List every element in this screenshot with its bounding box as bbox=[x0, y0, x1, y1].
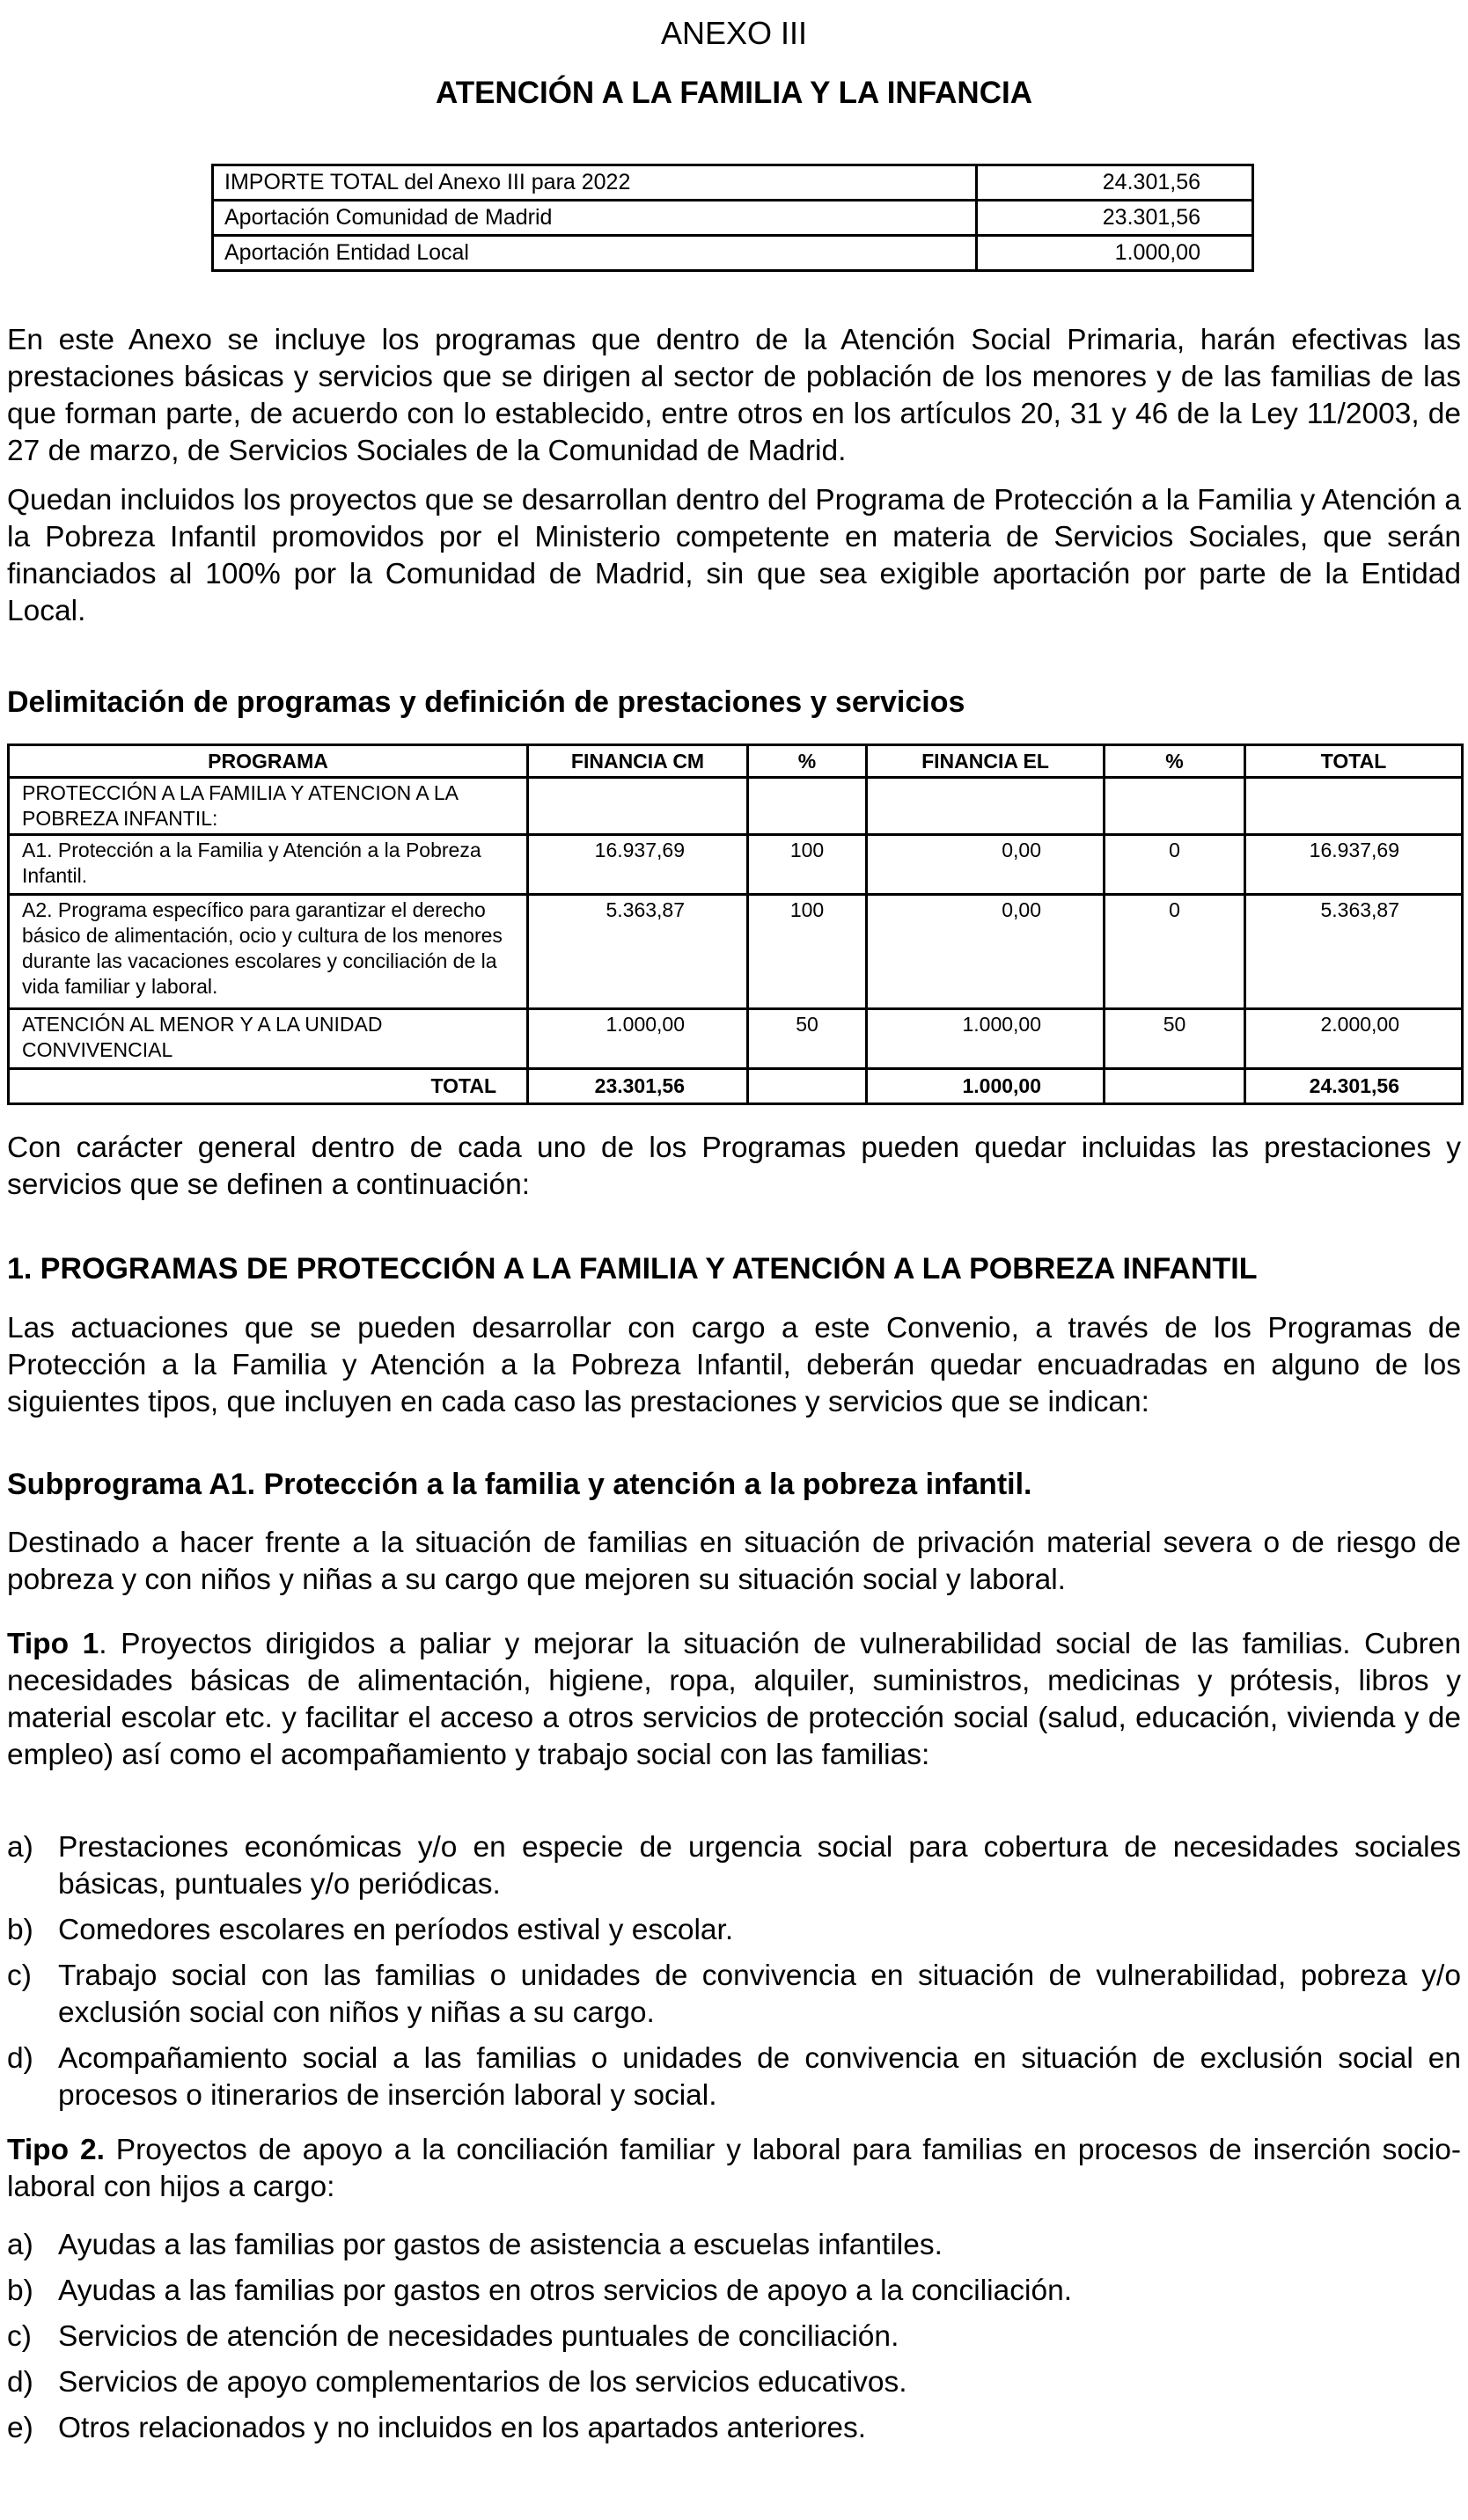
tipo2-text: Proyectos de apoyo a la conciliación familiar y laboral para familias en procesos de inserción socio-laboral con hijos a cargo: bbox=[7, 2134, 1461, 2203]
total-cell: 16.937,69 bbox=[1245, 835, 1463, 895]
programa-cell: A2. Programa específico para garantizar el derecho básico de alimentación, ocio y cultura de los menores durante las vacaciones escolares y conciliación de la vida familiar y laboral. bbox=[9, 895, 528, 1009]
list-marker: d) bbox=[7, 2366, 33, 2399]
total-financia-el-cell: 1.000,00 bbox=[867, 1069, 1105, 1104]
list-item-text: Servicios de atención de necesidades puntuales de conciliación. bbox=[58, 2320, 899, 2353]
subprograma-a1-paragraph: Destinado a hacer frente a la situación de familias en situación de privación material severa o de riesgo de pobreza y con niños y niñas a su cargo que mejoren su situación social y laboral. bbox=[7, 1527, 1461, 1596]
total-pct-el-cell bbox=[1105, 1069, 1245, 1104]
summary-row bbox=[213, 165, 1253, 201]
list-item bbox=[7, 1829, 1461, 1903]
pct-el-cell: 0 bbox=[1105, 895, 1245, 1009]
section1-paragraph: Las actuaciones que se pueden desarrollar con cargo a este Convenio, a través de los Programas de Protección a la Familia y Atención a la Pobreza Infantil, deberán quedar encuadradas en alguno de los siguientes tipos, que incluyen en cada caso las prestaciones y servicios que se indican: bbox=[7, 1312, 1461, 1418]
list-item-text: Acompañamiento social a las familias o unidades de convivencia en situación de exclusión social en procesos o itinerarios de inserción laboral y social. bbox=[58, 2042, 1461, 2112]
delimitacion-heading: Delimitación de programas y definición de prestaciones y servicios bbox=[7, 685, 965, 719]
list-item bbox=[7, 2319, 1461, 2355]
pct-cm-cell: 100 bbox=[748, 835, 867, 895]
table-row bbox=[9, 835, 1463, 895]
general-paragraph: Con carácter general dentro de cada uno de los Programas pueden quedar incluidas las prestaciones y servicios que se definen a continuación: bbox=[7, 1132, 1461, 1201]
summary-row bbox=[213, 236, 1253, 271]
list-item-text: Ayudas a las familias por gastos de asistencia a escuelas infantiles. bbox=[58, 2229, 943, 2261]
program-table-header bbox=[9, 745, 1463, 778]
summary-value: 1.000,00 bbox=[977, 236, 1253, 271]
list-item bbox=[7, 2410, 1461, 2447]
anexo-label: ANEXO III bbox=[660, 15, 808, 51]
financia-el-cell: 0,00 bbox=[867, 835, 1105, 895]
financia-el-cell: 0,00 bbox=[867, 895, 1105, 1009]
financia-cm-cell bbox=[528, 778, 748, 835]
header-financia-el: FINANCIA EL bbox=[867, 745, 1105, 778]
list-item bbox=[7, 1912, 1461, 1949]
list-item-text: Otros relacionados y no incluidos en los apartados anteriores. bbox=[58, 2412, 867, 2444]
tipo1-paragraph bbox=[7, 1626, 1461, 1774]
list-item-text: Comedores escolares en períodos estival y escolar. bbox=[58, 1914, 734, 1946]
total-cell: 2.000,00 bbox=[1245, 1009, 1463, 1069]
summary-table bbox=[211, 164, 1254, 272]
summary-row bbox=[213, 201, 1253, 236]
header-pct-cm: % bbox=[748, 745, 867, 778]
tipo1-list bbox=[7, 1829, 1461, 2114]
list-marker: d) bbox=[7, 2042, 33, 2075]
financia-el-cell: 1.000,00 bbox=[867, 1009, 1105, 1069]
financia-cm-cell: 16.937,69 bbox=[528, 835, 748, 895]
programa-cell: A1. Protección a la Familia y Atención a la Pobreza Infantil. bbox=[9, 835, 528, 895]
list-item-text: Trabajo social con las familias o unidades de convivencia en situación de vulnerabilidad, pobreza y/o exclusión social con niños y niñas a su cargo. bbox=[58, 1960, 1461, 2029]
list-marker: a) bbox=[7, 2229, 33, 2261]
programa-cell: PROTECCIÓN A LA FAMILIA Y ATENCION A LA POBREZA INFANTIL: bbox=[9, 778, 528, 835]
header-programa: PROGRAMA bbox=[9, 745, 528, 778]
pct-cm-cell: 100 bbox=[748, 895, 867, 1009]
total-cell bbox=[1245, 778, 1463, 835]
intro-paragraph-1: En este Anexo se incluye los programas que dentro de la Atención Social Primaria, harán efectivas las prestaciones básicas y servicios que se dirigen al sector de población de los menores y de las familias de las que forman parte, de acuerdo con lo establecido, entre otros en los artículos 20, 31 y 46 de la Ley 11/2003, de 27 de marzo, de Servicios Sociales de la Comunidad de Madrid. bbox=[7, 324, 1461, 467]
pct-cm-cell: 50 bbox=[748, 1009, 867, 1069]
list-marker: c) bbox=[7, 1960, 32, 1992]
pct-el-cell bbox=[1105, 778, 1245, 835]
list-marker: b) bbox=[7, 1914, 33, 1946]
financia-el-cell bbox=[867, 778, 1105, 835]
table-row bbox=[9, 895, 1463, 1009]
tipo2-label: Tipo 2. bbox=[7, 2134, 105, 2166]
list-item-text: Ayudas a las familias por gastos en otros servicios de apoyo a la conciliación. bbox=[58, 2275, 1073, 2307]
list-item-text: Servicios de apoyo complementarios de los servicios educativos. bbox=[58, 2366, 907, 2399]
list-item bbox=[7, 1958, 1461, 2032]
list-marker: e) bbox=[7, 2412, 33, 2444]
total-financia-cm-cell: 23.301,56 bbox=[528, 1069, 748, 1104]
header-total: TOTAL bbox=[1245, 745, 1463, 778]
tipo2-list bbox=[7, 2227, 1461, 2447]
section1-heading: 1. PROGRAMAS DE PROTECCIÓN A LA FAMILIA Y ATENCIÓN A LA POBREZA INFANTIL bbox=[7, 1252, 1258, 1286]
pct-cm-cell bbox=[748, 778, 867, 835]
tipo1-label: Tipo 1 bbox=[7, 1628, 99, 1660]
summary-label: Aportación Entidad Local bbox=[213, 236, 977, 271]
total-label-cell: TOTAL bbox=[9, 1069, 528, 1104]
summary-label: Aportación Comunidad de Madrid bbox=[213, 201, 977, 236]
tipo2-paragraph bbox=[7, 2132, 1461, 2206]
list-marker: c) bbox=[7, 2320, 32, 2353]
summary-value: 23.301,56 bbox=[977, 201, 1253, 236]
list-item-text: Prestaciones económicas y/o en especie de urgencia social para cobertura de necesidades sociales básicas, puntuales y/o periódicas. bbox=[58, 1831, 1461, 1901]
header-pct-el: % bbox=[1105, 745, 1245, 778]
table-total-row bbox=[9, 1069, 1463, 1104]
list-item bbox=[7, 2273, 1461, 2310]
financia-cm-cell: 1.000,00 bbox=[528, 1009, 748, 1069]
table-row bbox=[9, 778, 1463, 835]
list-marker: b) bbox=[7, 2275, 33, 2307]
list-item bbox=[7, 2364, 1461, 2401]
table-row bbox=[9, 1009, 1463, 1069]
summary-label: IMPORTE TOTAL del Anexo III para 2022 bbox=[213, 165, 977, 201]
list-item bbox=[7, 2040, 1461, 2114]
program-table bbox=[7, 744, 1464, 1105]
tipo1-text: . Proyectos dirigidos a paliar y mejorar la situación de vulnerabilidad social de las familias. Cubren necesidades básicas de alimentación, higiene, ropa, alquiler, suministros, medicinas y prótesis, libros y material escolar etc. y facilitar el acceso a otros servicios de protección social (salud, educación, vivienda y de empleo) así como el acompañamiento y trabajo social con las familias: bbox=[7, 1628, 1461, 1771]
financia-cm-cell: 5.363,87 bbox=[528, 895, 748, 1009]
summary-value: 24.301,56 bbox=[977, 165, 1253, 201]
pct-el-cell: 0 bbox=[1105, 835, 1245, 895]
subprograma-a1-heading: Subprograma A1. Protección a la familia y atención a la pobreza infantil. bbox=[7, 1468, 1032, 1501]
list-item bbox=[7, 2227, 1461, 2264]
total-total-cell: 24.301,56 bbox=[1245, 1069, 1463, 1104]
total-pct-cm-cell bbox=[748, 1069, 867, 1104]
header-financia-cm: FINANCIA CM bbox=[528, 745, 748, 778]
pct-el-cell: 50 bbox=[1105, 1009, 1245, 1069]
total-cell: 5.363,87 bbox=[1245, 895, 1463, 1009]
anexo-title: ATENCIÓN A LA FAMILIA Y LA INFANCIA bbox=[436, 76, 1032, 110]
intro-paragraph-2: Quedan incluidos los proyectos que se desarrollan dentro del Programa de Protección a la Familia y Atención a la Pobreza Infantil promovidos por el Ministerio competente en materia de Servicios Sociales, que serán financiados al 100% por la Comunidad de Madrid, sin que sea exigible aportación por parte de la Entidad Local. bbox=[7, 484, 1461, 627]
list-marker: a) bbox=[7, 1831, 33, 1864]
programa-cell: ATENCIÓN AL MENOR Y A LA UNIDAD CONVIVENCIAL bbox=[9, 1009, 528, 1069]
